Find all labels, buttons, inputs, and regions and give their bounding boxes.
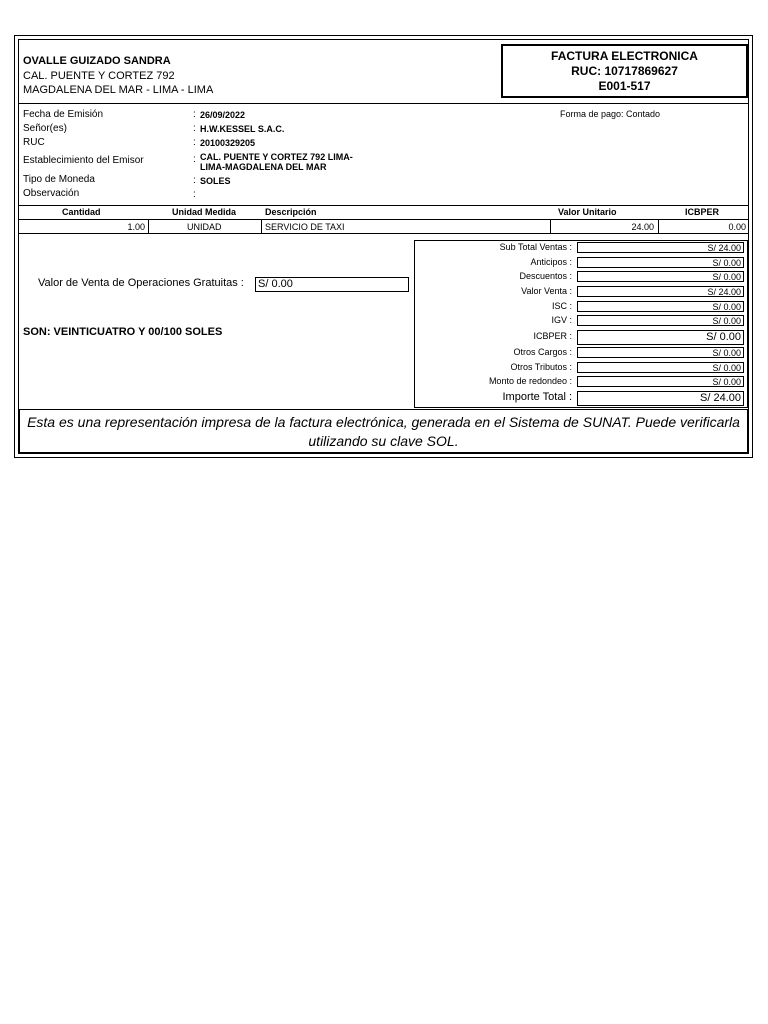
moneda-label: Tipo de Moneda bbox=[23, 174, 95, 185]
ruc-label: RUC bbox=[23, 137, 45, 148]
total-label-igv: IGV : bbox=[551, 315, 572, 325]
col-header-unidad: Unidad Medida bbox=[172, 207, 237, 217]
senor-label: Señor(es) bbox=[23, 123, 67, 134]
establecimiento-label: Establecimiento del Emisor bbox=[23, 155, 144, 166]
table-top-line bbox=[18, 205, 749, 206]
total-label-anticipos: Anticipos : bbox=[530, 257, 572, 267]
total-value-subtotal: S/ 24.00 bbox=[577, 242, 744, 253]
document-type: FACTURA ELECTRONICA bbox=[551, 48, 698, 63]
row-icbper: 0.00 bbox=[728, 222, 746, 232]
total-label-descuentos: Descuentos : bbox=[519, 271, 572, 281]
total-value-descuentos: S/ 0.00 bbox=[577, 271, 744, 282]
table-left-border bbox=[18, 205, 19, 233]
row-cantidad: 1.00 bbox=[127, 222, 145, 232]
legal-footer: Esta es una representación impresa de la factura electrónica, generada en el Sistema de SUNAT. Puede verificarla utilizando su clave SOL. bbox=[19, 409, 748, 453]
ruc-colon: : bbox=[193, 137, 196, 148]
document-number: E001-517 bbox=[598, 78, 651, 93]
forma-pago: Forma de pago: Contado bbox=[560, 109, 661, 119]
fecha-colon: : bbox=[193, 109, 196, 120]
senor-value: H.W.KESSEL S.A.C. bbox=[200, 124, 285, 134]
total-label-subtotal: Sub Total Ventas : bbox=[499, 242, 572, 252]
establecimiento-colon: : bbox=[193, 154, 196, 165]
table-col-divider-2 bbox=[261, 219, 262, 233]
table-bottom-line bbox=[18, 233, 749, 234]
header-divider bbox=[18, 103, 749, 104]
row-unidad: UNIDAD bbox=[187, 222, 222, 232]
total-value-anticipos: S/ 0.00 bbox=[577, 257, 744, 268]
total-label-redondeo: Monto de redondeo : bbox=[488, 376, 572, 386]
table-col-divider-4 bbox=[658, 219, 659, 233]
senor-colon: : bbox=[193, 123, 196, 134]
total-value-igv: S/ 0.00 bbox=[577, 315, 744, 326]
issuer-address-line2: MAGDALENA DEL MAR - LIMA - LIMA bbox=[23, 84, 214, 96]
col-header-icbper: ICBPER bbox=[685, 207, 720, 217]
issuer-address-line1: CAL. PUENTE Y CORTEZ 792 bbox=[23, 70, 175, 82]
total-value-otros-cargos: S/ 0.00 bbox=[577, 347, 744, 358]
total-value-otros-tributos: S/ 0.00 bbox=[577, 362, 744, 373]
total-value-isc: S/ 0.00 bbox=[577, 301, 744, 312]
col-header-descripcion: Descripción bbox=[265, 207, 317, 217]
row-descripcion: SERVICIO DE TAXI bbox=[265, 222, 345, 232]
fecha-label: Fecha de Emisión bbox=[23, 109, 104, 120]
establecimiento-value-line2: LIMA-MAGDALENA DEL MAR bbox=[200, 162, 327, 172]
ruc-value: 20100329205 bbox=[200, 138, 256, 148]
table-header-line bbox=[18, 219, 749, 220]
total-value-icbper: S/ 0.00 bbox=[577, 330, 744, 345]
table-col-divider-3 bbox=[550, 219, 551, 233]
total-label-valor-venta: Valor Venta : bbox=[521, 286, 572, 296]
total-value-valor-venta: S/ 24.00 bbox=[577, 286, 744, 297]
document-ruc: RUC: 10717869627 bbox=[571, 63, 678, 78]
amount-in-words: SON: VEINTICUATRO Y 00/100 SOLES bbox=[23, 326, 223, 338]
observacion-colon: : bbox=[193, 189, 196, 200]
establecimiento-value-line1: CAL. PUENTE Y CORTEZ 792 LIMA- bbox=[200, 152, 353, 162]
document-id-box bbox=[501, 44, 748, 98]
observacion-label: Observación bbox=[23, 188, 80, 199]
total-label-importe: Importe Total : bbox=[502, 391, 572, 403]
fecha-value: 26/09/2022 bbox=[200, 110, 246, 120]
total-label-isc: ISC : bbox=[551, 301, 572, 311]
table-right-border bbox=[748, 205, 749, 233]
issuer-name: OVALLE GUIZADO SANDRA bbox=[23, 55, 171, 67]
moneda-colon: : bbox=[193, 175, 196, 186]
total-label-otros-cargos: Otros Cargos : bbox=[513, 347, 572, 357]
total-value-importe: S/ 24.00 bbox=[577, 391, 744, 406]
row-valor-unitario: 24.00 bbox=[631, 222, 654, 232]
col-header-cantidad: Cantidad bbox=[62, 207, 101, 217]
col-header-valor-unitario: Valor Unitario bbox=[558, 207, 617, 217]
gratuitas-label: Valor de Venta de Operaciones Gratuitas : bbox=[38, 277, 244, 289]
gratuitas-value: S/ 0.00 bbox=[255, 277, 409, 292]
total-value-redondeo: S/ 0.00 bbox=[577, 376, 744, 387]
moneda-value: SOLES bbox=[200, 176, 231, 186]
total-label-otros-tributos: Otros Tributos : bbox=[510, 362, 572, 372]
total-label-icbper: ICBPER : bbox=[533, 331, 572, 341]
table-col-divider-1 bbox=[148, 219, 149, 233]
